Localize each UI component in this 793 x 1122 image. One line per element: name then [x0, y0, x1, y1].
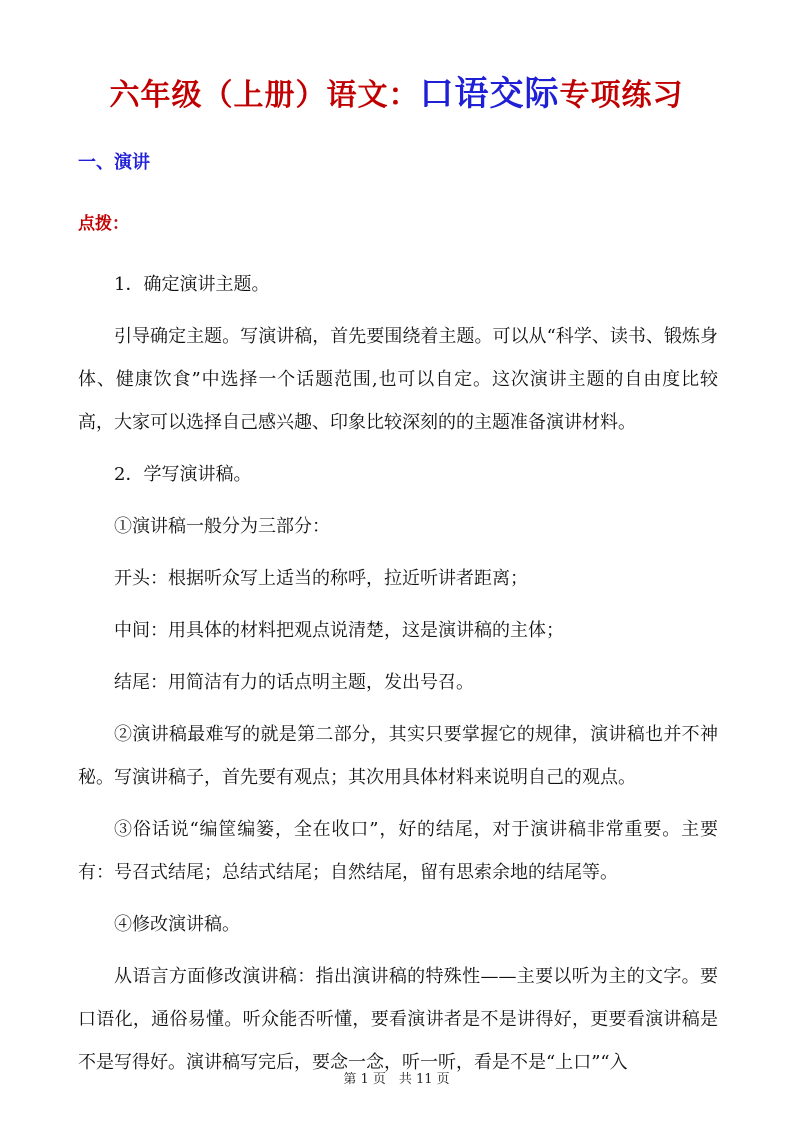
paragraph: ④修改演讲稿。: [114, 914, 240, 935]
paragraph: 开头：根据听众写上适当的称呼，拉近听讲者距离；: [114, 568, 528, 589]
paragraph: 从语言方面修改演讲稿：指出演讲稿的特殊性——主要以听为主的文字。要口语化，通俗易懂。听众能否听懂，要看演讲者是不是讲得好，更要看演讲稿是不是写得好。演讲稿写完后，要念一念，听一听，看是不是“上口”“入: [78, 966, 718, 1073]
paragraph: 中间：用具体的材料把观点说清楚，这是演讲稿的主体；: [114, 620, 564, 641]
paragraph: ②演讲稿最难写的就是第二部分，其实只要掌握它的规律，演讲稿也并不神秘。写演讲稿子，首先要有观点；其次用具体材料来说明自己的观点。: [78, 724, 718, 788]
body-text: [78, 263, 718, 1084]
paragraph: 引导确定主题。写演讲稿，首先要围绕着主题。可以从“科学、读书、锻炼身体、健康饮食”中选择一个话题范围,也可以自定。这次演讲主题的自由度比较高，大家可以选择自己感兴趣、印象比较深刻的的主题准备演讲材料。: [78, 326, 718, 433]
paragraph: ①演讲稿一般分为三部分：: [114, 516, 330, 537]
paragraph: ③俗话说“编筐编篓，全在收口”，好的结尾，对于演讲稿非常重要。主要有：号召式结尾；总结式结尾；自然结尾，留有思索余地的结尾等。: [78, 819, 718, 883]
title-part-topic: 口语交际: [419, 74, 560, 114]
paragraph: 2．学写演讲稿。: [114, 464, 252, 485]
title-part-practice: 专项练习: [559, 78, 684, 113]
paragraph: 结尾：用简洁有力的话点明主题，发出号召。: [114, 672, 474, 693]
document-title: [0, 66, 793, 115]
title-part-grade: 六年级（上册）语文：: [109, 78, 420, 113]
page-footer: 第 1 页 共 11 页: [343, 1072, 450, 1087]
subheading: 点拨：: [78, 214, 129, 234]
section-heading: 一、演讲: [78, 152, 150, 173]
paragraph: 1．确定演讲主题。: [114, 274, 270, 295]
